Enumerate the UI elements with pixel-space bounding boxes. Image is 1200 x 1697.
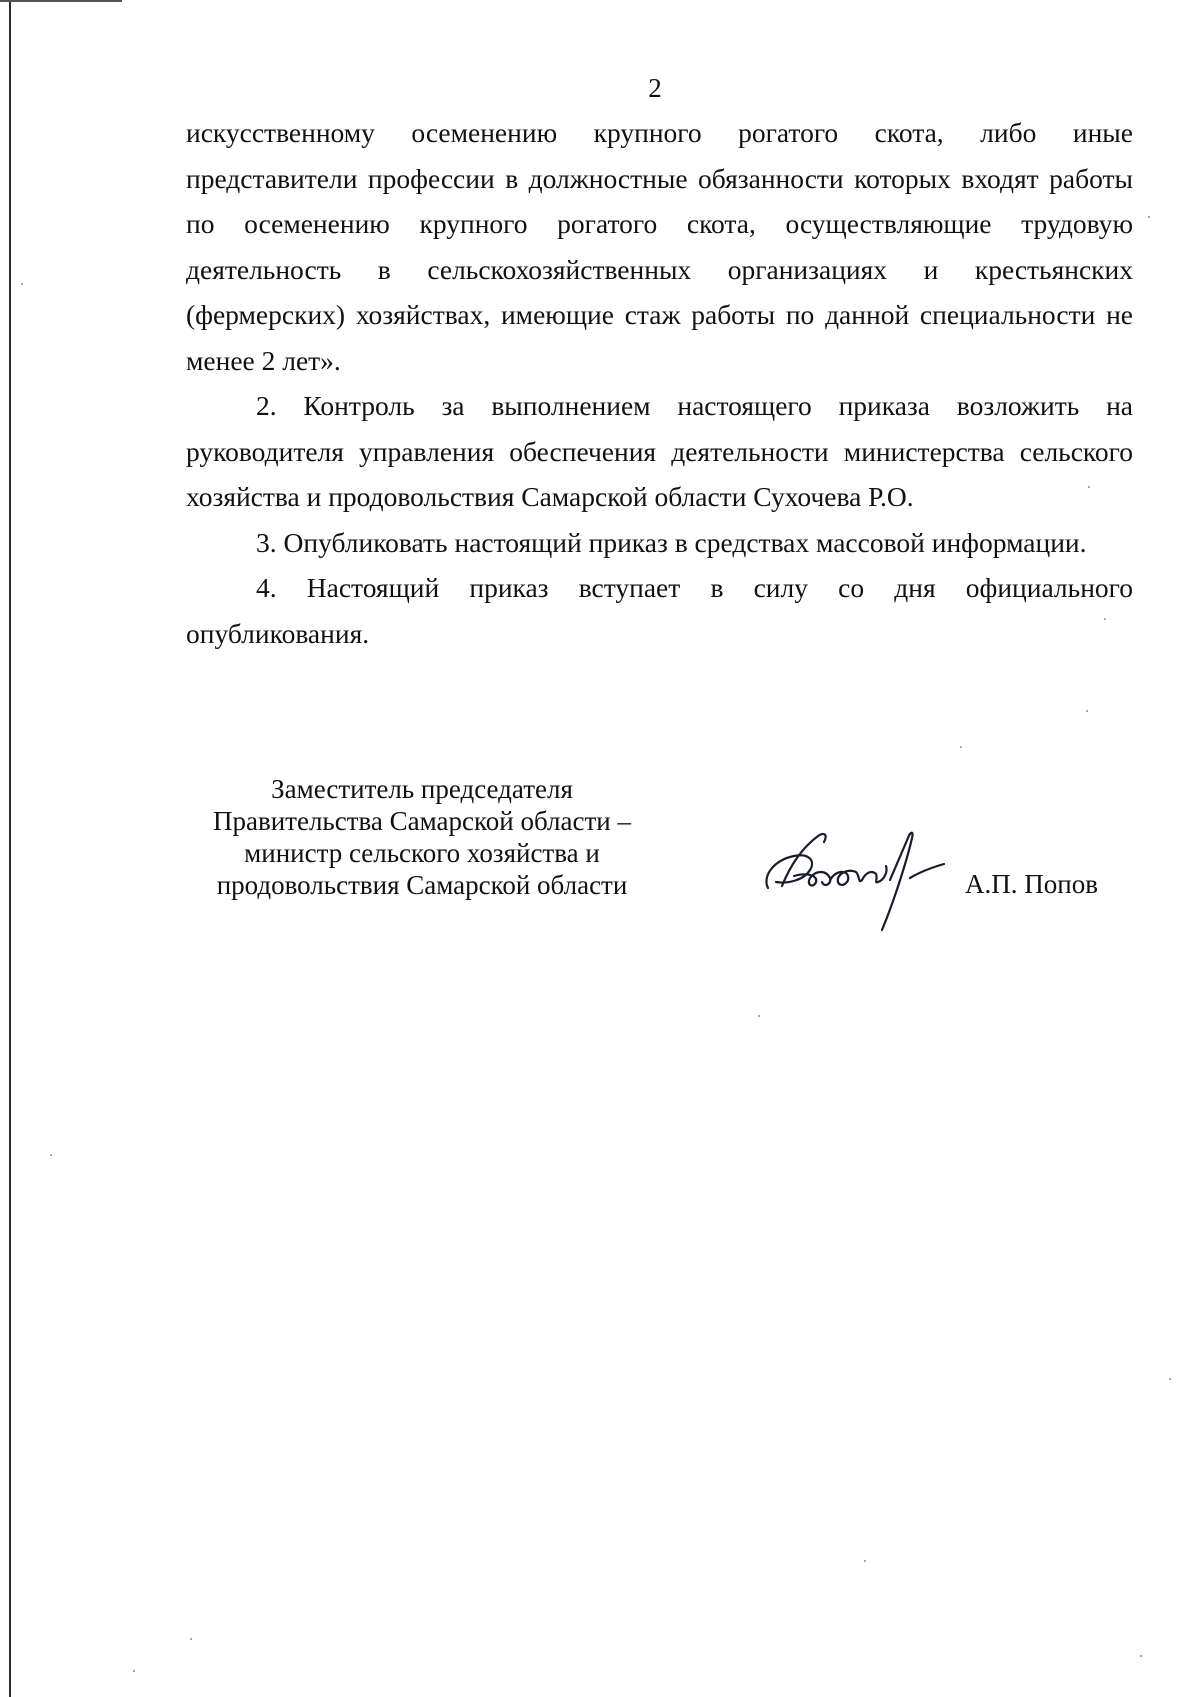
scan-speck: [50, 1154, 52, 1156]
document-body: [186, 110, 1133, 656]
page-number: 2: [648, 73, 662, 103]
handwritten-signature: [760, 826, 960, 936]
paragraph-item-3: 3. Опубликовать настоящий приказ в средствах массовой информации.: [256, 526, 1087, 558]
signatory-title-line: министр сельского хозяйства и: [244, 838, 600, 868]
scan-speck: [864, 1560, 866, 1562]
signatory-title: [192, 773, 652, 901]
scan-speck: [960, 746, 962, 748]
scan-top-line: [0, 0, 122, 2]
signatory-title-line: Правительства Самарской области –: [213, 806, 631, 836]
signatory-title-line: Заместитель председателя: [271, 774, 573, 804]
scan-edge-line: [9, 0, 11, 1697]
scan-speck: [1140, 1655, 1142, 1657]
scan-speck: [1169, 1378, 1171, 1380]
scan-speck: [1148, 216, 1150, 218]
scan-speck: [190, 1638, 192, 1640]
scan-speck: [21, 283, 23, 285]
paragraph-item-2: 2. Контроль за выполнением настоящего приказа возложить на руководителя управления обеспечения деятельности министерства сельского хозяйства и продовольствия Самарской области Сухочева Р.О.: [186, 390, 1133, 512]
scan-speck: [758, 1015, 760, 1017]
scan-speck: [1086, 710, 1088, 712]
paragraph-continuation: искусственному осеменению крупного рогатого скота, либо иные представители профессии в должностные обязанности которых входят работы по осеменению крупного рогатого скота, осуществляющие трудовую деятельность в сельскохозяйственных организациях и крестьянских (фермерских) хозяйствах, имеющие стаж работы по данной специальности не менее 2 лет».: [186, 117, 1133, 376]
signatory-title-line: продовольствия Самарской области: [216, 870, 628, 900]
scan-speck: [133, 1670, 135, 1672]
signer-name: А.П. Попов: [965, 869, 1098, 899]
paragraph-item-4: 4. Настоящий приказ вступает в силу со дня официального опубликования.: [186, 572, 1133, 649]
